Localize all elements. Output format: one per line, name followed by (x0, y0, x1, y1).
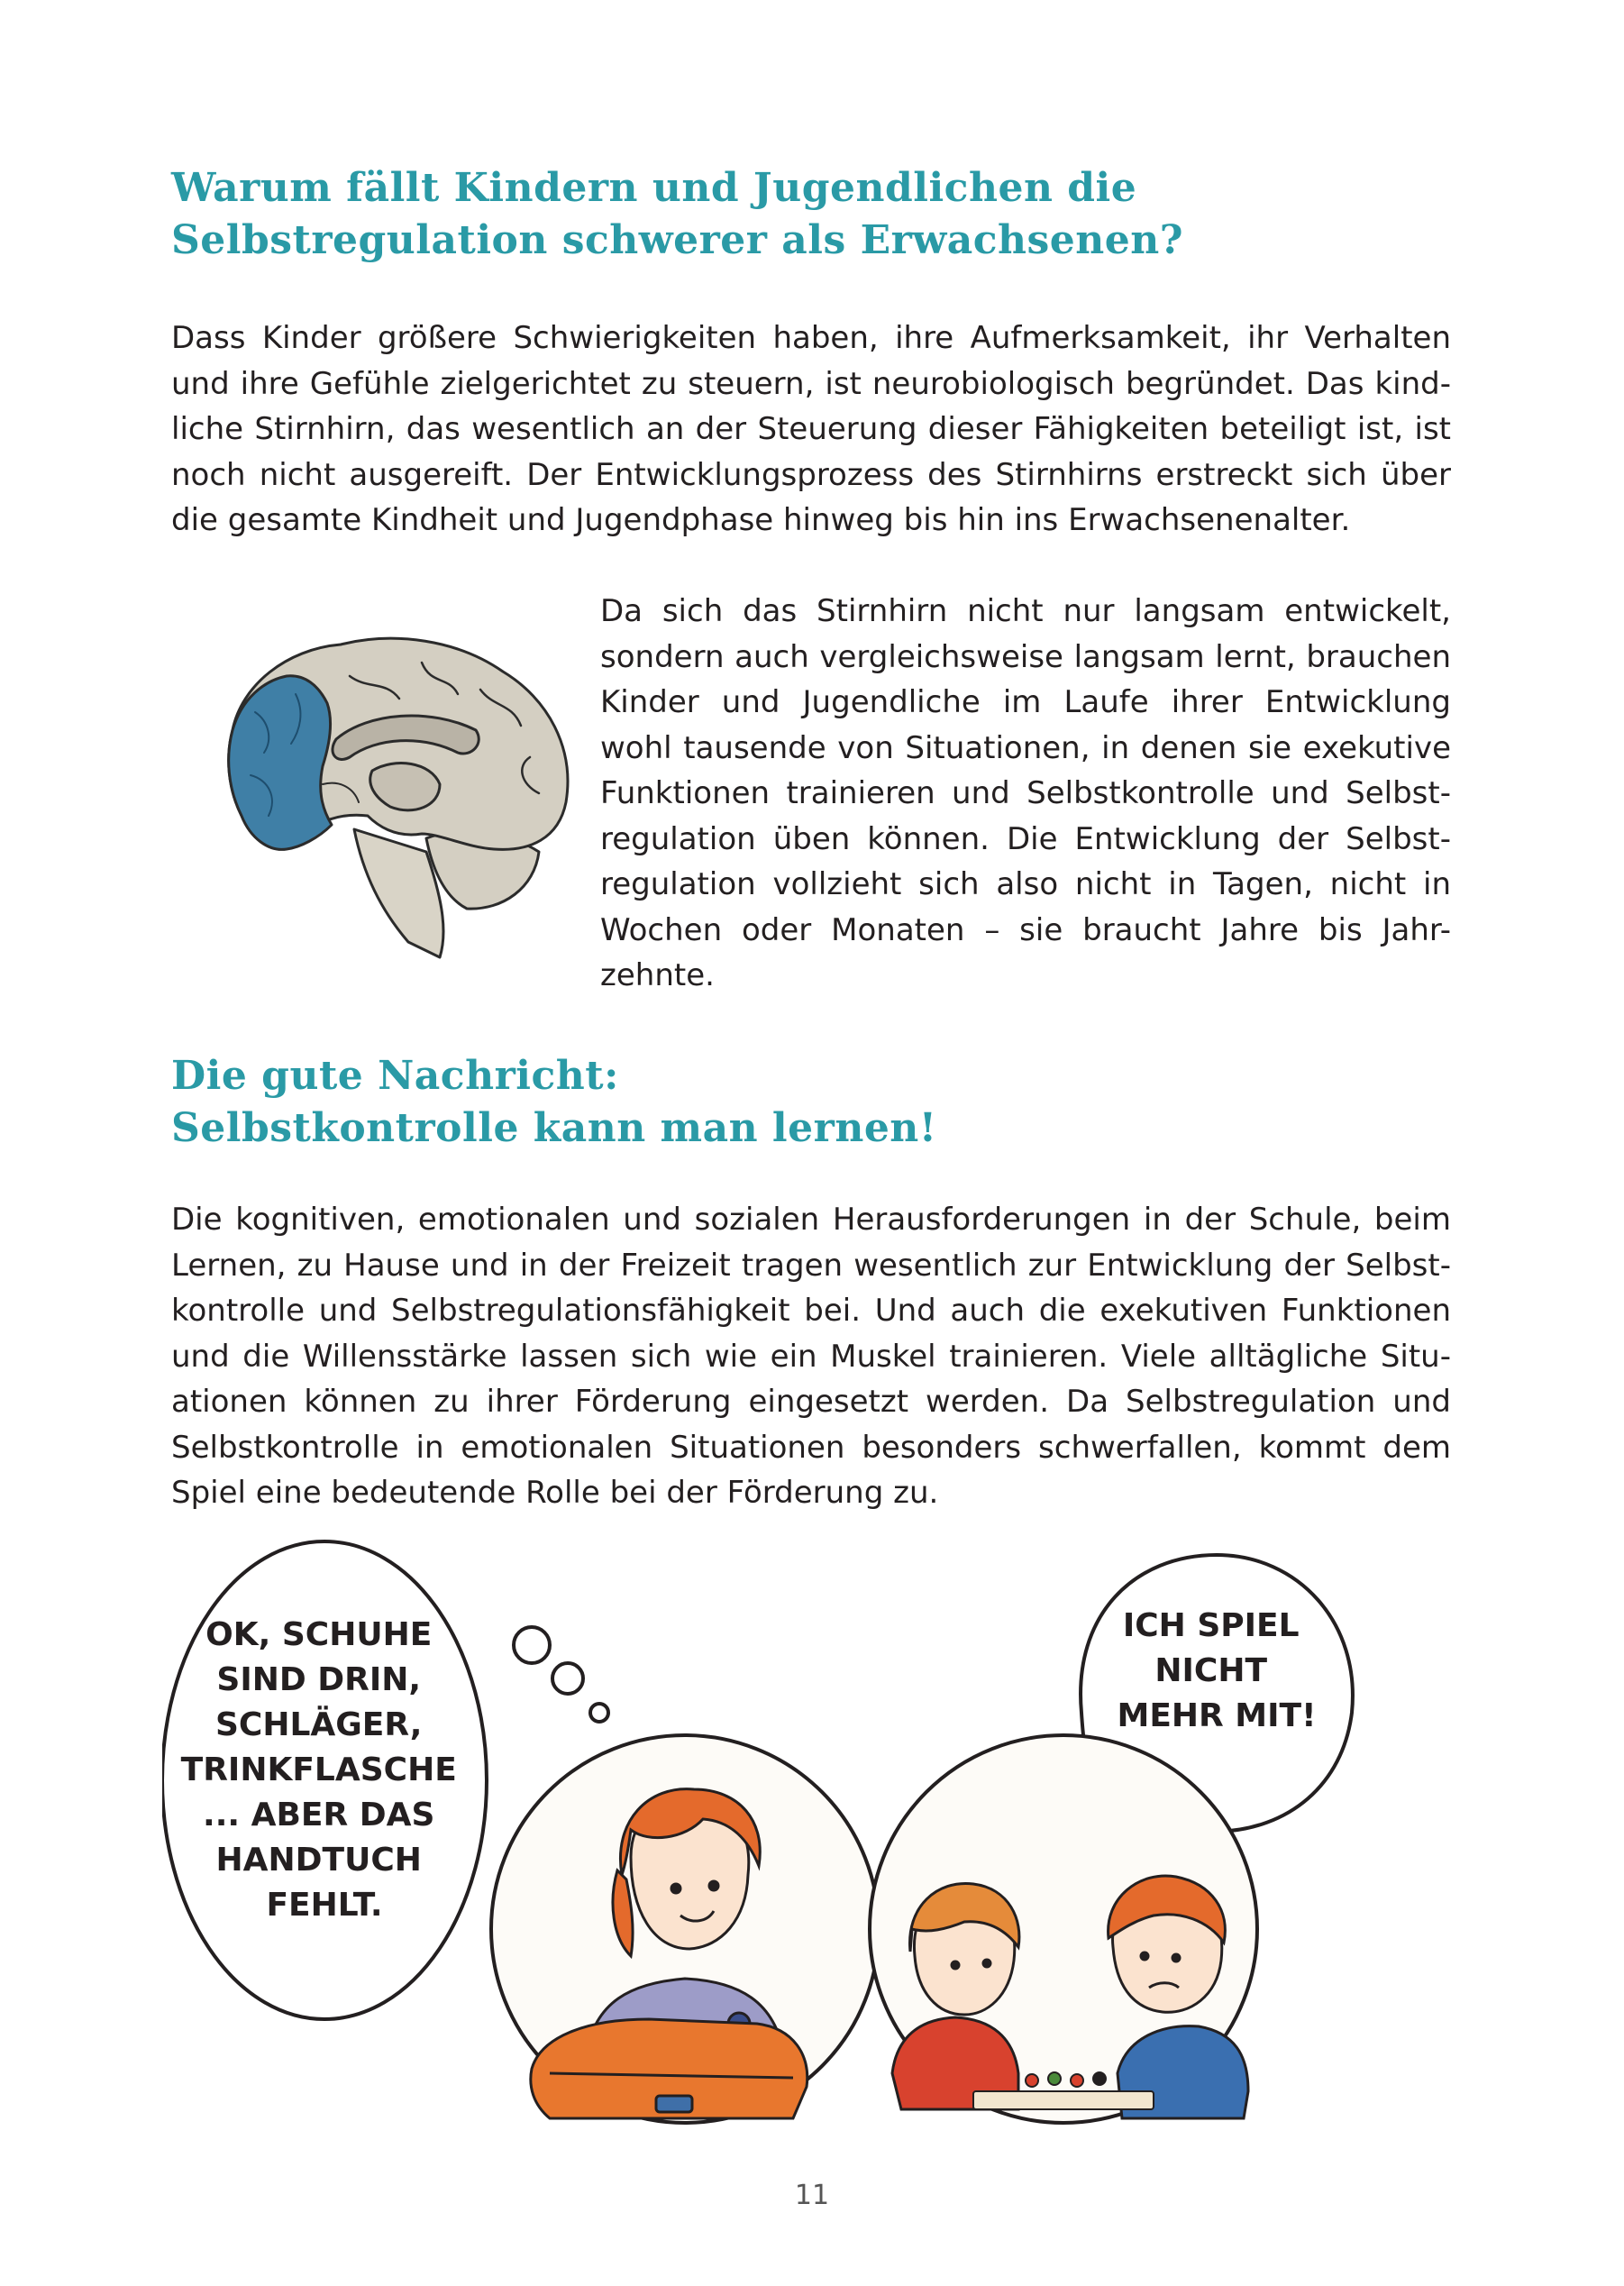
text-line: Lernen, zu Hause und in der Freizeit tragen wesentlich zur Entwicklung der Selbst- (171, 1247, 1451, 1284)
speech-line: NICHT (1154, 1652, 1268, 1689)
text-line: sondern auch vergleichsweise langsam lernt, brauchen (600, 638, 1451, 675)
thought-dot (552, 1663, 583, 1694)
intro-paragraph (171, 315, 1451, 544)
brain-illustration (169, 622, 584, 965)
comic-illustration (162, 1532, 1460, 2127)
heading-line: Die gute Nachricht: (171, 1053, 619, 1099)
text-line: zehnte. (600, 957, 715, 993)
text-line: ationen können zu ihrer Förderung eingesetzt werden. Da Selbstregulation und (171, 1384, 1451, 1420)
text-line: die gesamte Kindheit und Jugendphase hinweg bis hin ins Erwachsenenalter. (171, 502, 1351, 538)
thought-dot (590, 1704, 608, 1722)
thought-line: ... ABER DAS (203, 1797, 435, 1833)
section-heading-1 (171, 162, 1183, 267)
text-line: Spiel eine bedeutende Rolle bei der Förderung zu. (171, 1475, 939, 1511)
text-line: Kinder und Jugendliche im Laufe ihrer Entwicklung (600, 684, 1451, 720)
text-line: und ihre Gefühle zielgerichtet zu steuern, ist neurobiologisch begründet. Das kind- (171, 365, 1451, 402)
text-line: Dass Kinder größere Schwierigkeiten haben, ihre Aufmerksamkeit, ihr Verhalten (171, 320, 1451, 356)
thought-line: HANDTUCH (215, 1842, 422, 1879)
heading-line: Selbstregulation schwerer als Erwachsenen? (171, 217, 1184, 263)
thought-line: OK, SCHUHE (205, 1616, 433, 1653)
thought-line: SIND DRIN, (216, 1661, 422, 1698)
thought-line: FEHLT. (266, 1887, 383, 1924)
thought-line: TRINKFLASCHE (180, 1751, 457, 1788)
section-heading-2 (171, 1050, 937, 1155)
text-line: Funktionen trainieren und Selbstkontrolle und Selbst- (600, 775, 1451, 811)
text-line: liche Stirnhirn, das wesentlich an der Steuerung dieser Fähigkeiten beteiligt ist, ist (171, 411, 1451, 447)
text-line: Wochen oder Monaten – sie braucht Jahre bis Jahr- (600, 911, 1451, 948)
thought-line: SCHLÄGER, (214, 1706, 423, 1743)
text-line: Da sich das Stirnhirn nicht nur langsam entwickelt, (600, 593, 1451, 629)
page-number: 11 (794, 2180, 830, 2211)
text-line: Selbstkontrolle in emotionalen Situationen besonders schwerfallen, kommt dem (171, 1429, 1451, 1466)
section2-paragraph (171, 1197, 1451, 1516)
brain-side-paragraph (600, 589, 1451, 999)
speech-line: MEHR MIT! (1117, 1697, 1317, 1734)
thought-bubble-text (181, 1616, 469, 1924)
text-line: und die Willensstärke lassen sich wie ein Muskel trainieren. Viele alltägliche Situ- (171, 1338, 1451, 1375)
sports-bag (531, 2019, 807, 2118)
text-line: wohl tausende von Situationen, in denen sie exekutive (600, 729, 1451, 766)
text-line: regulation üben können. Die Entwicklung der Selbst- (600, 820, 1451, 857)
heading-line: Selbstkontrolle kann man lernen! (171, 1105, 937, 1151)
thought-dot (514, 1627, 550, 1663)
text-line: noch nicht ausgereift. Der Entwicklungsprozess des Stirnhirns erstreckt sich über (171, 456, 1451, 493)
text-line: kontrolle und Selbstregulationsfähigkeit bei. Und auch die exekutiven Funktionen (171, 1293, 1451, 1329)
speech-line: ICH SPIEL (1122, 1607, 1300, 1644)
heading-line: Warum fällt Kindern und Jugendlichen die (171, 165, 1137, 211)
text-line: regulation vollzieht sich also nicht in Tagen, nicht in (600, 866, 1451, 902)
text-line: Die kognitiven, emotionalen und sozialen Herausforderungen in der Schule, beim (171, 1202, 1451, 1238)
